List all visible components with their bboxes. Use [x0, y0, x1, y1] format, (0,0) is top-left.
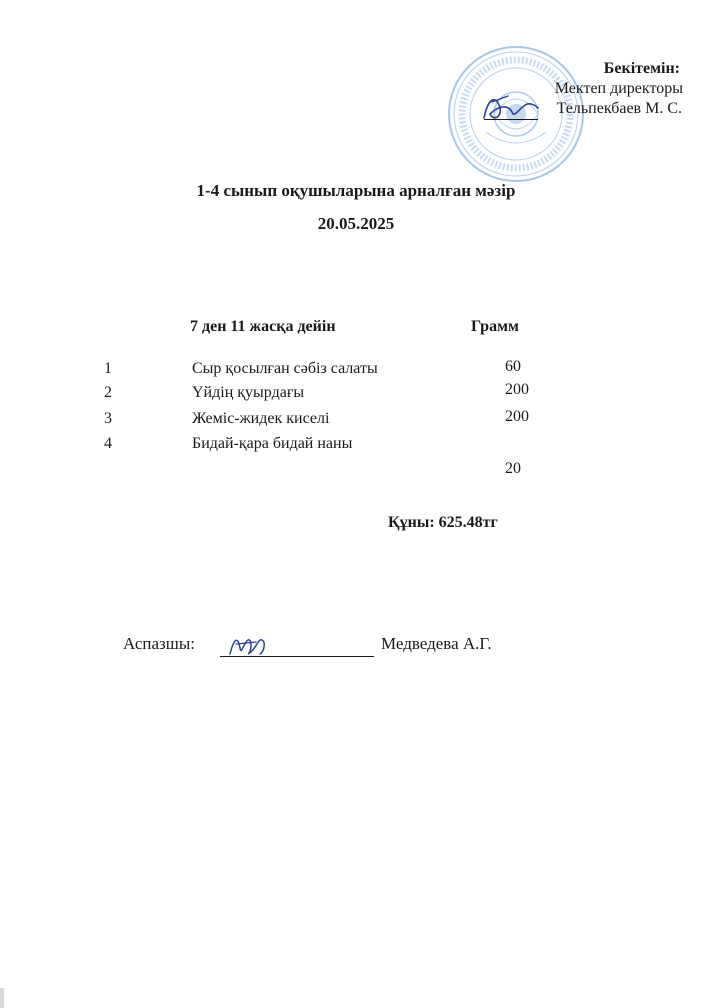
gram-column-header: Грамм	[471, 318, 519, 335]
row-number: 4	[104, 435, 112, 452]
menu-title: 1-4 сынып оқушыларына арналған мәзір	[196, 181, 516, 200]
dish-gram: 60	[505, 358, 521, 375]
cook-label: Аспазшы:	[123, 634, 195, 653]
approval-title: Бекітемін:	[603, 60, 680, 77]
row-number: 1	[104, 360, 112, 377]
approval-signature-line	[484, 119, 538, 120]
dish-name: Үйдің қуырдағы	[192, 384, 305, 401]
cook-name: Медведева А.Г.	[381, 634, 492, 653]
dish-gram: 20	[505, 460, 521, 477]
age-group-header: 7 ден 11 жасқа дейін	[190, 318, 336, 335]
cook-signature	[226, 632, 270, 660]
menu-date: 20.05.2025	[317, 214, 395, 233]
dish-name: Сыр қосылған сәбіз салаты	[192, 360, 378, 377]
approval-name: Тельпекбаев М. С.	[556, 100, 682, 117]
director-signature	[478, 88, 548, 128]
approval-position: Мектеп директоры	[554, 80, 683, 97]
dish-gram: 200	[505, 381, 529, 398]
scan-edge-mark	[0, 988, 4, 1008]
row-number: 2	[104, 384, 112, 401]
dish-gram: 200	[505, 408, 529, 425]
total-cost: Құны: 625.48тг	[388, 514, 498, 531]
row-number: 3	[104, 410, 112, 427]
dish-name: Жеміс-жидек киселі	[192, 410, 330, 427]
dish-name: Бидай-қара бидай наны	[192, 435, 353, 452]
